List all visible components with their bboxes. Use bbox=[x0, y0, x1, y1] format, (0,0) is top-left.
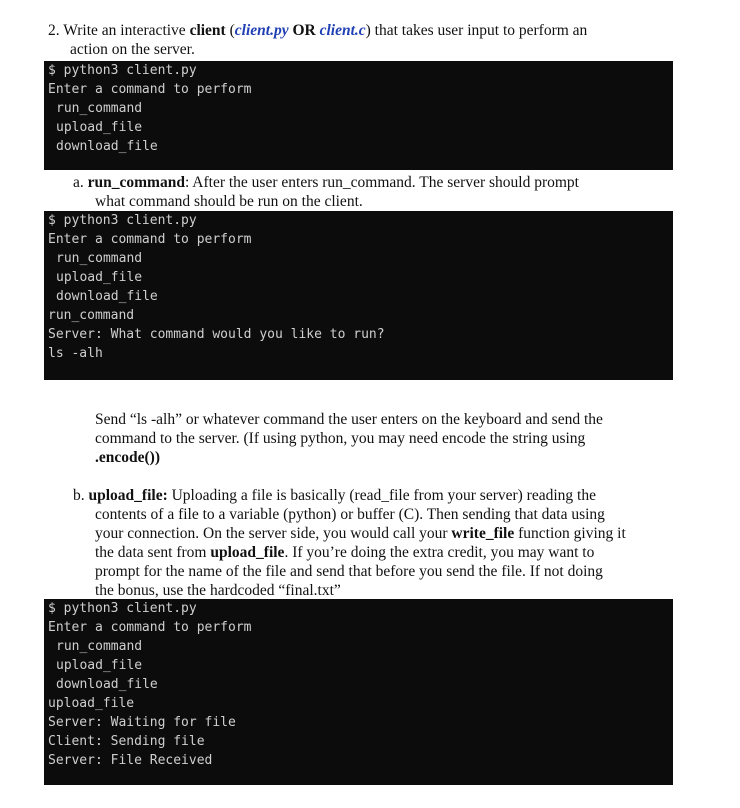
term3-line: upload_file bbox=[56, 658, 143, 673]
item-2-client-bold: client bbox=[189, 22, 226, 39]
term1-line: download_file bbox=[56, 139, 158, 154]
item-b-line4-pre: the data sent from bbox=[95, 544, 211, 561]
send-line3: .encode()) bbox=[95, 449, 160, 466]
item-a-rest: : After the user enters run_command. The server should prompt bbox=[184, 174, 579, 191]
term3-line: Enter a command to perform bbox=[48, 620, 252, 635]
term2-line: run_command bbox=[48, 308, 135, 323]
terminal-block-1 bbox=[44, 61, 673, 170]
item-b-line4-post: . If you’re doing the extra credit, you may want to bbox=[284, 544, 595, 561]
item-a-number: a. bbox=[73, 174, 84, 191]
term2-line: ls -alh bbox=[48, 346, 103, 361]
item-b-line3-pre: your connection. On the server side, you would call your bbox=[95, 525, 452, 542]
item-a-paragraph bbox=[73, 173, 713, 211]
write-file-bold: write_file bbox=[451, 525, 515, 542]
send-paragraph bbox=[95, 410, 715, 467]
send-line1: Send “ls -alh” or whatever command the user enters on the keyboard and send the bbox=[95, 411, 603, 428]
term3-line: upload_file bbox=[48, 696, 135, 711]
item-b-paragraph bbox=[73, 486, 713, 600]
term3-line: $ python3 client.py bbox=[48, 601, 197, 616]
client-c-label: client.c bbox=[319, 22, 366, 39]
item-b-number: b. bbox=[73, 487, 85, 504]
item-b-line2: contents of a file to a variable (python) or buffer (C). Then sending that data using bbox=[95, 506, 605, 523]
item-b-term: upload_file: bbox=[88, 487, 168, 504]
item-2-paren: ( bbox=[225, 22, 235, 39]
term3-line: Server: Waiting for file bbox=[48, 715, 236, 730]
item-b-rest: Uploading a file is basically (read_file from your server) reading the bbox=[167, 487, 596, 504]
term2-line: download_file bbox=[56, 289, 158, 304]
item-2-number: 2. bbox=[48, 22, 60, 39]
term1-line: Enter a command to perform bbox=[48, 82, 252, 97]
item-a-line2: what command should be run on the client. bbox=[95, 193, 363, 210]
item-2-paragraph bbox=[48, 21, 708, 59]
client-py-label: client.py bbox=[234, 22, 289, 39]
terminal-block-2 bbox=[44, 211, 673, 380]
item-b-line6: the bonus, use the hardcoded “final.txt” bbox=[95, 582, 341, 599]
item-b-line3-post: function giving it bbox=[514, 525, 626, 542]
upload-file-bold: upload_file bbox=[210, 544, 285, 561]
term3-line: Client: Sending file bbox=[48, 734, 205, 749]
term2-line: Enter a command to perform bbox=[48, 232, 252, 247]
term2-line: run_command bbox=[56, 251, 143, 266]
term2-line: upload_file bbox=[56, 270, 143, 285]
term2-line: Server: What command would you like to run? bbox=[48, 327, 385, 342]
item-2-rest: ) that takes user input to perform an bbox=[365, 22, 588, 39]
item-b-line5: prompt for the name of the file and send that before you send the file. If not doing bbox=[95, 563, 603, 580]
term1-line: upload_file bbox=[56, 120, 143, 135]
term1-line: run_command bbox=[56, 101, 143, 116]
item-a-term: run_command bbox=[87, 174, 185, 191]
item-2-line2: action on the server. bbox=[70, 41, 195, 58]
term3-line: run_command bbox=[56, 639, 143, 654]
term1-line: $ python3 client.py bbox=[48, 63, 197, 78]
term3-line: download_file bbox=[56, 677, 158, 692]
terminal-block-3 bbox=[44, 599, 673, 785]
send-line2: command to the server. (If using python, you may need encode the string using bbox=[95, 430, 586, 447]
term2-line: $ python3 client.py bbox=[48, 213, 197, 228]
term3-line: Server: File Received bbox=[48, 753, 213, 768]
item-2-or: OR bbox=[288, 22, 320, 39]
item-2-text-pre: Write an interactive bbox=[63, 22, 190, 39]
